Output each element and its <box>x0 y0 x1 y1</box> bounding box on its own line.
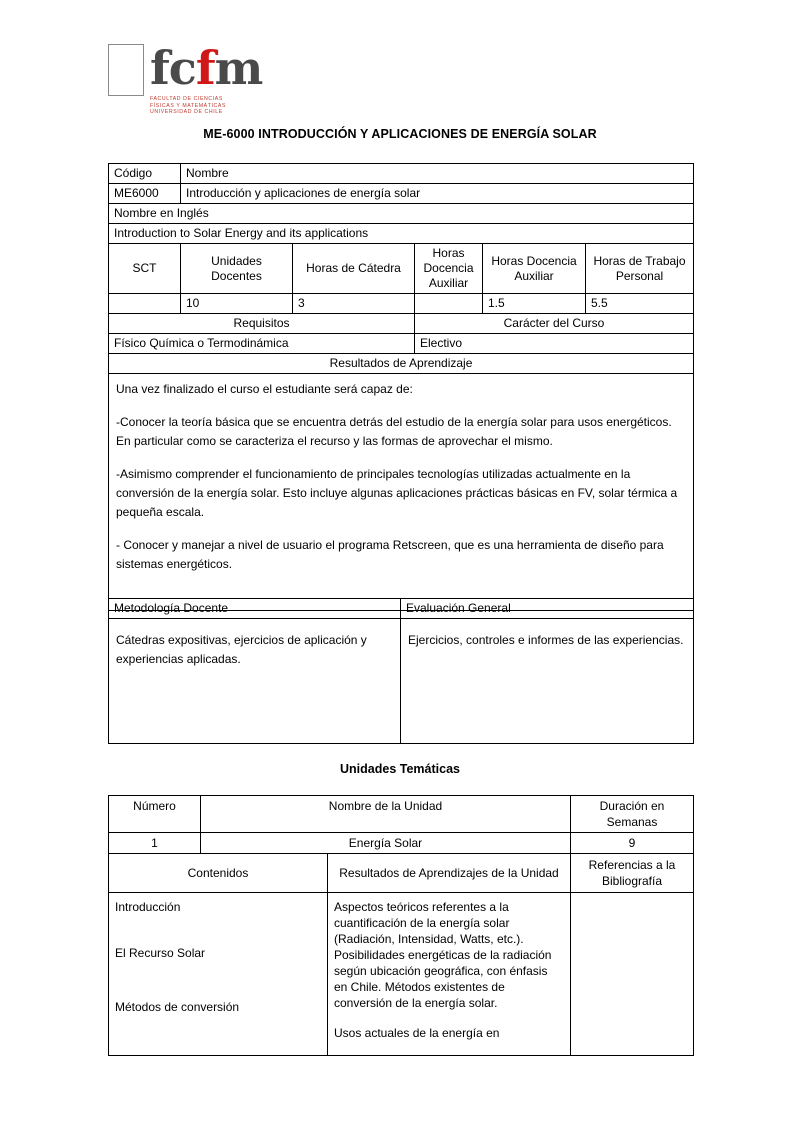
logo-letter-f1: f <box>150 41 169 95</box>
cell-requisitos-header: Requisitos <box>109 314 415 334</box>
cell-evaluacion-body: Ejercicios, controles e informes de las experiencias. <box>401 619 694 744</box>
faculty-logo <box>108 41 268 116</box>
table-row <box>109 833 694 854</box>
cell-caracter-header: Carácter del Curso <box>415 314 694 334</box>
cell-nombre-unidad-header: Nombre de la Unidad <box>201 796 571 833</box>
resultados-paragraph-3: - Conocer y manejar a nivel de usuario el programa Retscreen, que es una herramienta de diseño para sistemas energéticos. <box>116 538 664 571</box>
section-title-unidades-tematicas: Unidades Temáticas <box>340 762 460 776</box>
cell-nombre-ingles-header: Nombre en Inglés <box>109 204 694 224</box>
cell-evaluacion-header: Evaluación General <box>401 599 694 619</box>
table-row <box>109 244 694 294</box>
resultados-intro: Una vez finalizado el curso el estudiante será capaz de: <box>116 382 413 396</box>
logo-subtitle-line-1: FACULTAD DE CIENCIAS <box>150 96 223 102</box>
table-row <box>109 184 694 204</box>
contenido-item-2: El Recurso Solar <box>115 946 206 960</box>
table-row <box>109 334 694 354</box>
cell-unidades-docentes-header: Unidades Docentes <box>181 244 293 294</box>
cell-duracion-header: Duración en Semanas <box>571 796 694 833</box>
cell-nombre-ingles-value: Introduction to Solar Energy and its applications <box>109 224 694 244</box>
cell-resultados-unidad-header: Resultados de Aprendizajes de la Unidad <box>328 854 571 893</box>
contenido-item-3: Métodos de conversión <box>115 1000 240 1014</box>
cell-empty-value <box>415 294 483 314</box>
methodology-evaluation-table <box>108 598 694 744</box>
cell-horas-trabajo-personal-value: 5.5 <box>586 294 694 314</box>
cell-horas-docencia-auxiliar-header-2: Horas Docencia Auxiliar <box>483 244 586 294</box>
cell-referencias-body <box>571 893 694 1056</box>
thematic-units-table <box>108 795 694 1056</box>
cell-horas-catedra-header: Horas de Cátedra <box>293 244 415 294</box>
cell-horas-catedra-value: 3 <box>293 294 415 314</box>
cell-horas-trabajo-personal-header: Horas de Trabajo Personal <box>586 244 694 294</box>
resultados-paragraph-2: -Asimismo comprender el funcionamiento de principales tecnologías utilizadas actualmente en la conversión de la energía solar. Esto incluye algunas aplicaciones prácticas básicas en FV, solar térmica a pequeña escala. <box>116 467 678 519</box>
table-row <box>109 294 694 314</box>
table-row <box>109 164 694 184</box>
table-row <box>109 374 694 611</box>
logo-subtitle-line-2: FÍSICAS Y MATEMÁTICAS <box>150 102 227 109</box>
table-row <box>109 854 694 893</box>
logo-letter-c: c <box>168 41 196 95</box>
course-info-table <box>108 163 694 611</box>
cell-nombre-value: Introducción y aplicaciones de energía solar <box>181 184 694 204</box>
logo-wordmark <box>150 42 262 94</box>
cell-contenidos-body <box>109 893 328 1056</box>
cell-requisitos-value: Físico Química o Termodinámica <box>109 334 415 354</box>
resultado-unidad-text-1: Aspectos teóricos referentes a la cuantificación de la energía solar (Radiación, Intensidad, Watts, etc.). Posibilidades energéticas de la radiación según ubicación geográfica, con énfasis en Chile. Métodos existentes de conversión de la energía solar. <box>334 900 552 1010</box>
cell-numero-value: 1 <box>109 833 201 854</box>
table-row <box>109 599 694 619</box>
cell-sct-header: SCT <box>109 244 181 294</box>
table-row <box>109 893 694 1056</box>
cell-referencias-header: Referencias a la Bibliografía <box>571 854 694 893</box>
logo-subtitle-line-3: UNIVERSIDAD DE CHILE <box>150 109 223 115</box>
page-title: ME-6000 INTRODUCCIÓN Y APLICACIONES DE ENERGÍA SOLAR <box>203 127 597 141</box>
cell-unidades-docentes-value: 10 <box>181 294 293 314</box>
cell-resultados-body <box>109 374 694 611</box>
cell-codigo-value: ME6000 <box>109 184 181 204</box>
cell-numero-header: Número <box>109 796 201 833</box>
cell-sct-value <box>109 294 181 314</box>
logo-emblem-icon <box>108 44 144 96</box>
cell-nombre-unidad-value: Energía Solar <box>201 833 571 854</box>
cell-duracion-value: 9 <box>571 833 694 854</box>
table-row <box>109 314 694 334</box>
table-row <box>109 619 694 744</box>
table-row <box>109 224 694 244</box>
cell-resultados-unidad-body <box>328 893 571 1056</box>
table-row <box>109 204 694 224</box>
cell-contenidos-header: Contenidos <box>109 854 328 893</box>
cell-nombre-header: Nombre <box>181 164 694 184</box>
contenido-item-1: Introducción <box>115 900 181 914</box>
logo-subtitle <box>150 96 226 116</box>
cell-horas-docencia-auxiliar-header: Horas Docencia Auxiliar <box>415 244 483 294</box>
cell-metodologia-body: Cátedras expositivas, ejercicios de aplicación y experiencias aplicadas. <box>109 619 401 744</box>
resultado-unidad-text-2: Usos actuales de la energía en <box>334 1026 500 1040</box>
cell-resultados-header: Resultados de Aprendizaje <box>109 354 694 374</box>
table-row <box>109 796 694 833</box>
cell-metodologia-header: Metodología Docente <box>109 599 401 619</box>
table-row <box>109 354 694 374</box>
logo-letter-f2: f <box>195 41 215 95</box>
logo-letter-m: m <box>214 41 263 95</box>
cell-codigo-header: Código <box>109 164 181 184</box>
resultados-paragraph-1: -Conocer la teoría básica que se encuentra detrás del estudio de la energía solar para usos energéticos. En particular como se caracteriza el recurso y las formas de aprovechar el mismo. <box>116 415 672 448</box>
cell-horas-docencia-auxiliar-value: 1.5 <box>483 294 586 314</box>
cell-caracter-value: Electivo <box>415 334 694 354</box>
